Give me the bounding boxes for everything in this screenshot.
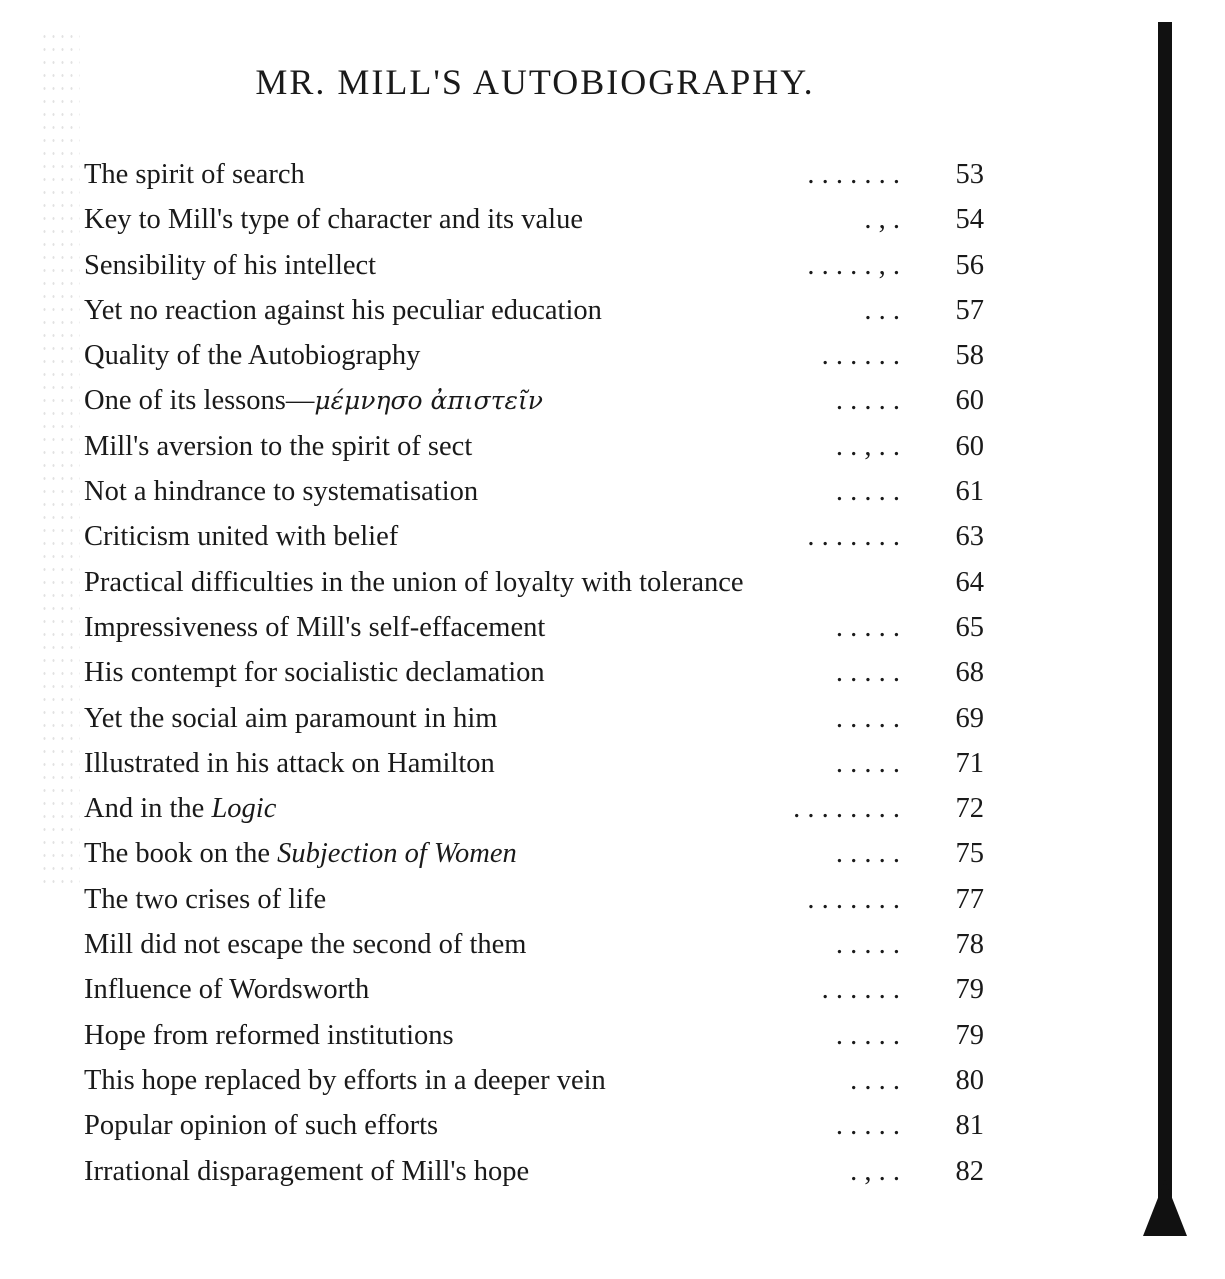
entry-text: Criticism united with belief [84, 521, 399, 553]
page-title: MR. MILL'S AUTOBIOGRAPHY. [255, 62, 815, 102]
leader-dots: . . . . . [835, 838, 900, 870]
page-number: 60 [955, 385, 984, 417]
entry-text: The two crises of life [84, 883, 327, 915]
toc-entry [84, 424, 984, 469]
italic-title: Logic [211, 793, 277, 825]
page-number: 54 [955, 204, 984, 236]
leader-dots: . , . [864, 204, 900, 236]
entry-text: Illustrated in his attack on Hamilton [84, 747, 495, 779]
toc-entry [84, 197, 984, 242]
entry-text [84, 831, 517, 876]
entry-text [84, 378, 543, 423]
toc-entry [84, 696, 984, 741]
toc-entry [84, 741, 984, 786]
toc-entry [84, 469, 984, 514]
page-number: 53 [955, 159, 984, 190]
page-number: 69 [955, 702, 984, 734]
entry-text [84, 786, 276, 831]
page-number: 71 [955, 747, 984, 779]
entry-text: This hope replaced by efforts in a deeper vein [84, 1064, 606, 1096]
toc-entry [84, 152, 984, 197]
toc-entry [84, 1103, 984, 1148]
page-number: 64 [955, 566, 984, 598]
leader-dots: . . . . . . . [807, 521, 900, 553]
toc-entry [84, 288, 984, 333]
toc-entry [84, 786, 984, 831]
page-number: 82 [955, 1155, 984, 1187]
toc-entry [84, 1149, 984, 1194]
page-number: 65 [955, 611, 984, 643]
page-number: 79 [955, 974, 984, 1006]
leader-dots: . . . . . [835, 476, 900, 508]
entry-text: Sensibility of his intellect [84, 249, 377, 281]
entry-text: Hope from reformed institutions [84, 1019, 454, 1051]
leader-dots: . . . . . [835, 747, 900, 779]
page-number: 56 [955, 249, 984, 281]
toc-entry [84, 1058, 984, 1103]
page-number: 68 [955, 657, 984, 689]
leader-dots: . , . . [850, 1155, 900, 1187]
page-number: 75 [955, 838, 984, 870]
page-number: 61 [955, 476, 984, 508]
toc-entry [84, 378, 984, 423]
page-number: 81 [955, 1110, 984, 1142]
leader-dots: . . . . . [835, 702, 900, 734]
entry-text: Practical difficulties in the union of loyalty with tolerance [84, 566, 744, 598]
toc-entry [84, 922, 984, 967]
leader-dots: . . . [864, 294, 900, 326]
entry-text: Yet no reaction against his peculiar education [84, 294, 602, 326]
entry-text: Not a hindrance to systematisation [84, 476, 479, 508]
toc-entry [84, 650, 984, 695]
greek-phrase: μέμνησο ἀπιστεῖν [314, 386, 543, 416]
toc-entry [84, 831, 984, 876]
table-of-contents [84, 152, 984, 1194]
page-number: 57 [955, 294, 984, 326]
leader-dots: . . , . . [835, 430, 900, 462]
scan-speckle [40, 30, 80, 890]
page-number: 80 [955, 1064, 984, 1096]
entry-text-roman: One of its lessons— [84, 385, 315, 417]
entry-text: Impressiveness of Mill's self-effacement [84, 611, 546, 643]
entry-text: The spirit of search [84, 159, 305, 190]
entry-text: Irrational disparagement of Mill's hope [84, 1155, 530, 1187]
leader-dots: . . . . . . [821, 974, 900, 1006]
leader-dots: . . . . . , . [807, 249, 900, 281]
entry-text: Yet the social aim paramount in him [84, 702, 498, 734]
page-number: 79 [955, 1019, 984, 1051]
leader-dots: . . . . . . . . [793, 793, 900, 825]
page-number: 60 [955, 430, 984, 462]
page-number: 78 [955, 929, 984, 961]
leader-dots: . . . . . [835, 657, 900, 689]
entry-text-roman: And in the [84, 793, 212, 825]
toc-entry [84, 514, 984, 559]
toc-entry [84, 560, 984, 605]
leader-dots: . . . . . [835, 611, 900, 643]
binding-edge [1158, 22, 1172, 1200]
binding-edge-foot [1143, 1180, 1187, 1236]
leader-dots: . . . . . [835, 385, 900, 417]
entry-text: Key to Mill's type of character and its value [84, 204, 583, 236]
toc-entry [84, 605, 984, 650]
italic-title: Subjection of Women [277, 838, 517, 870]
entry-text: Mill did not escape the second of them [84, 929, 527, 961]
entry-text: His contempt for socialistic declamation [84, 657, 545, 689]
leader-dots: . . . . . . . [807, 159, 900, 190]
entry-text: Popular opinion of such efforts [84, 1110, 439, 1142]
page-number: 58 [955, 340, 984, 372]
page-number: 72 [955, 793, 984, 825]
entry-text: Mill's aversion to the spirit of sect [84, 430, 473, 462]
leader-dots: . . . . . . . [807, 883, 900, 915]
leader-dots: . . . . . [835, 929, 900, 961]
leader-dots: . . . . [850, 1064, 900, 1096]
toc-entry [84, 243, 984, 288]
entry-text-roman: The book on the [84, 838, 278, 870]
entry-text: Quality of the Autobiography [84, 340, 421, 372]
toc-entry [84, 877, 984, 922]
page-number: 77 [955, 883, 984, 915]
page-number: 63 [955, 521, 984, 553]
toc-entry [84, 333, 984, 378]
entry-text: Influence of Wordsworth [84, 974, 370, 1006]
toc-entry [84, 1013, 984, 1058]
leader-dots: . . . . . . [821, 340, 900, 372]
leader-dots: . . . . . [835, 1019, 900, 1051]
leader-dots: . . . . . [835, 1110, 900, 1142]
toc-entry [84, 967, 984, 1012]
